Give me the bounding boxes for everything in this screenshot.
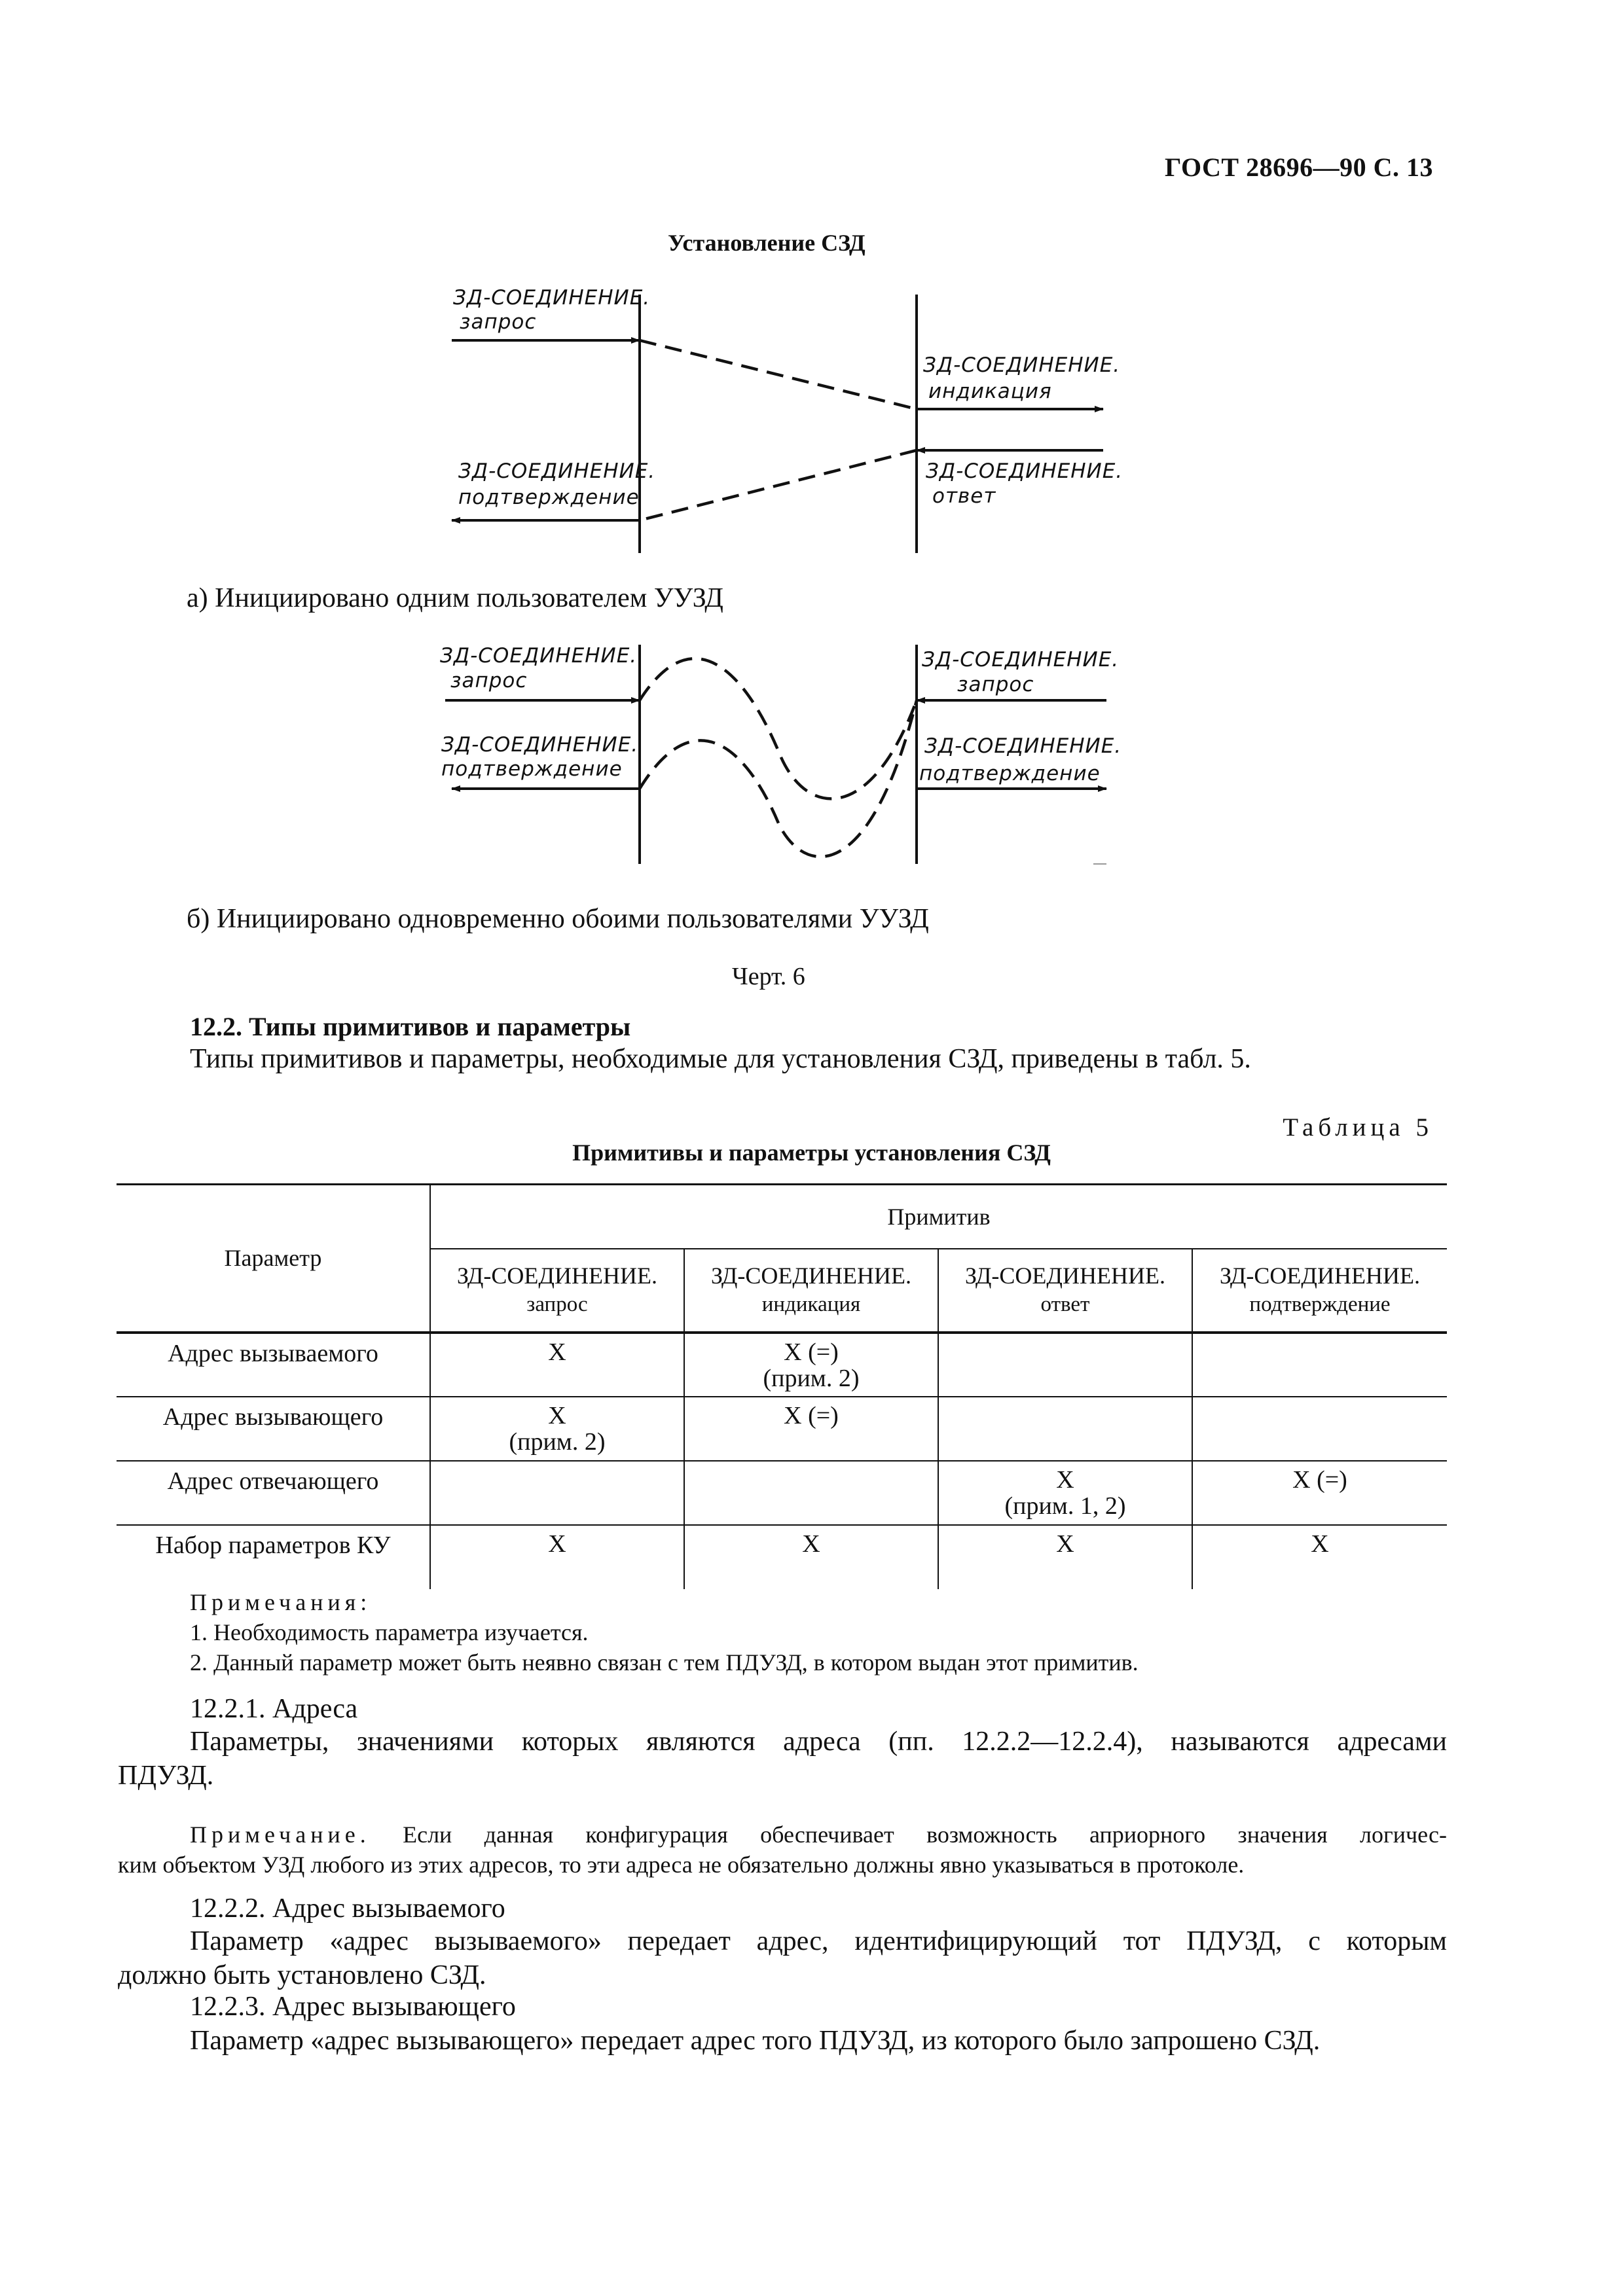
a-left-bot-1: ЗД-СОЕДИНЕНИЕ. [458, 459, 656, 483]
table-value-line: X (=) [1292, 1465, 1347, 1494]
section-intro: Типы примитивов и параметры, необходимые для установления СЗД, приведены в табл. 5. [190, 1044, 1251, 1074]
table-col-header: ЗД-СОЕДИНЕНИЕ. индикация [684, 1249, 938, 1333]
a-left-bot-2: подтверждение [458, 486, 640, 509]
table-param-cell: Адрес вызывающего [117, 1397, 430, 1461]
table-value-line: X [1311, 1530, 1329, 1558]
table-value-cell [684, 1397, 938, 1461]
a-right-bot-1: ЗД-СОЕДИНЕНИЕ. [926, 459, 1123, 483]
table-value-cell [938, 1525, 1192, 1589]
table-primitive-header: Примитив [430, 1185, 1447, 1249]
table-row [117, 1461, 1447, 1525]
b-right-top-1: ЗД-СОЕДИНЕНИЕ. [922, 648, 1120, 672]
table-label: Таблица 5 [1283, 1113, 1433, 1141]
table-value-cell [684, 1525, 938, 1589]
note-item: 1. Необходимость параметра изучается. [190, 1619, 589, 1645]
p-1221-heading: 12.2.1. Адреса [190, 1694, 358, 1724]
diagram-a-dashed-1 [640, 340, 917, 409]
table-param-header: Параметр [117, 1185, 430, 1333]
table-value-line: (прим. 2) [509, 1427, 606, 1456]
table-value-line: X (=) [784, 1401, 839, 1429]
table-value-cell [1192, 1397, 1447, 1461]
b-right-bot-2: подтверждение [919, 762, 1101, 785]
diagram-b-dashed-lower [640, 700, 917, 857]
a-left-top-1: ЗД-СОЕДИНЕНИЕ. [453, 286, 651, 310]
a-right-top-2: индикация [928, 380, 1052, 403]
table-value-cell [430, 1333, 684, 1397]
table-param-cell: Набор параметров КУ [117, 1525, 430, 1589]
b-left-bot-2: подтверждение [441, 757, 623, 781]
diagram-a [452, 286, 1123, 553]
caption-b: б) Инициировано одновременно обоими пользователями УУЗД [187, 904, 929, 934]
p-1223-text: Параметр «адрес вызывающего» передает адрес того ПДУЗД, из которого было запрошено СЗД. [190, 2026, 1321, 2056]
table-value-cell [938, 1333, 1192, 1397]
table-value-line: X [802, 1530, 820, 1558]
b-left-top-2: запрос [450, 669, 528, 692]
table-value-line: X [548, 1530, 566, 1558]
table-value-line: (прим. 1, 2) [1004, 1492, 1126, 1520]
table-value-cell [1192, 1333, 1447, 1397]
note-item: 2. Данный параметр может быть неявно связан с тем ПДУЗД, в котором выдан этот примитив. [190, 1649, 1139, 1676]
table-value-line: X [548, 1338, 566, 1366]
table-value-line: X [1056, 1465, 1074, 1494]
notes-block [190, 1587, 1139, 1677]
table-value-line: X (=) [784, 1338, 839, 1366]
diagram-b [440, 644, 1122, 864]
table-row [117, 1333, 1447, 1397]
figure-label: Черт. 6 [732, 963, 805, 990]
table-row [117, 1525, 1447, 1589]
single-note: Примечание. Если данная конфигурация обеспечивает возможность априорного значения логичес- ким объектом УЗД любого из этих адресов, то эти адреса не обязательно должны явно указываться в протоколе. [118, 1821, 1448, 1878]
table-value-line: X [548, 1401, 566, 1429]
b-right-top-2: запрос [957, 673, 1034, 696]
a-right-top-1: ЗД-СОЕДИНЕНИЕ. [923, 353, 1121, 377]
b-left-top-1: ЗД-СОЕДИНЕНИЕ. [440, 644, 638, 668]
a-left-top-2: запрос [460, 310, 537, 334]
p-1223-heading: 12.2.3. Адрес вызывающего [190, 1992, 516, 2022]
a-right-bot-2: ответ [932, 484, 996, 508]
figure-title: Установление СЗД [668, 230, 866, 256]
table-row [117, 1397, 1447, 1461]
table-value-cell [430, 1397, 684, 1461]
table-param-cell: Адрес вызываемого [117, 1333, 430, 1397]
table-value-cell [1192, 1525, 1447, 1589]
table-col-header: ЗД-СОЕДИНЕНИЕ. запрос [430, 1249, 684, 1333]
table-col-header: ЗД-СОЕДИНЕНИЕ. подтверждение [1192, 1249, 1447, 1333]
table-value-cell [430, 1525, 684, 1589]
p-1222-text: Параметр «адрес вызываемого» передает адрес, идентифицирующий тот ПДУЗД, с которым должно быть установлено СЗД. [118, 1926, 1447, 1990]
b-left-bot-1: ЗД-СОЕДИНЕНИЕ. [441, 733, 639, 757]
primitives-table [117, 1183, 1447, 1589]
table-param-cell: Адрес отвечающего [117, 1461, 430, 1525]
table-body [117, 1333, 1447, 1589]
notes-title: Примечания: [190, 1589, 372, 1615]
figure-diagram [0, 0, 1623, 949]
section-heading: 12.2. Типы примитивов и параметры [190, 1012, 631, 1041]
diagram-a-dashed-2 [640, 450, 917, 520]
table-value-cell [938, 1461, 1192, 1525]
table-value-line: (прим. 2) [763, 1364, 860, 1392]
table-title: Примитивы и параметры установления СЗД [572, 1139, 1051, 1166]
table-value-line: X [1056, 1530, 1074, 1558]
table-value-cell [1192, 1461, 1447, 1525]
p-1222-heading: 12.2.2. Адрес вызываемого [190, 1893, 505, 1924]
b-right-bot-1: ЗД-СОЕДИНЕНИЕ. [924, 734, 1122, 758]
table-value-cell [684, 1333, 938, 1397]
diagram-b-dashed-upper [640, 658, 917, 798]
p-1221-text: Параметры, значениями которых являются адреса (пп. 12.2.2—12.2.4), называются адресами ПДУЗД. [118, 1727, 1447, 1791]
table-value-cell [684, 1461, 938, 1525]
table-col-header: ЗД-СОЕДИНЕНИЕ. ответ [938, 1249, 1192, 1333]
table-value-cell [938, 1397, 1192, 1461]
caption-a: а) Инициировано одним пользователем УУЗД [187, 583, 723, 613]
table-value-cell [430, 1461, 684, 1525]
page-header: ГОСТ 28696—90 С. 13 [1164, 152, 1433, 182]
